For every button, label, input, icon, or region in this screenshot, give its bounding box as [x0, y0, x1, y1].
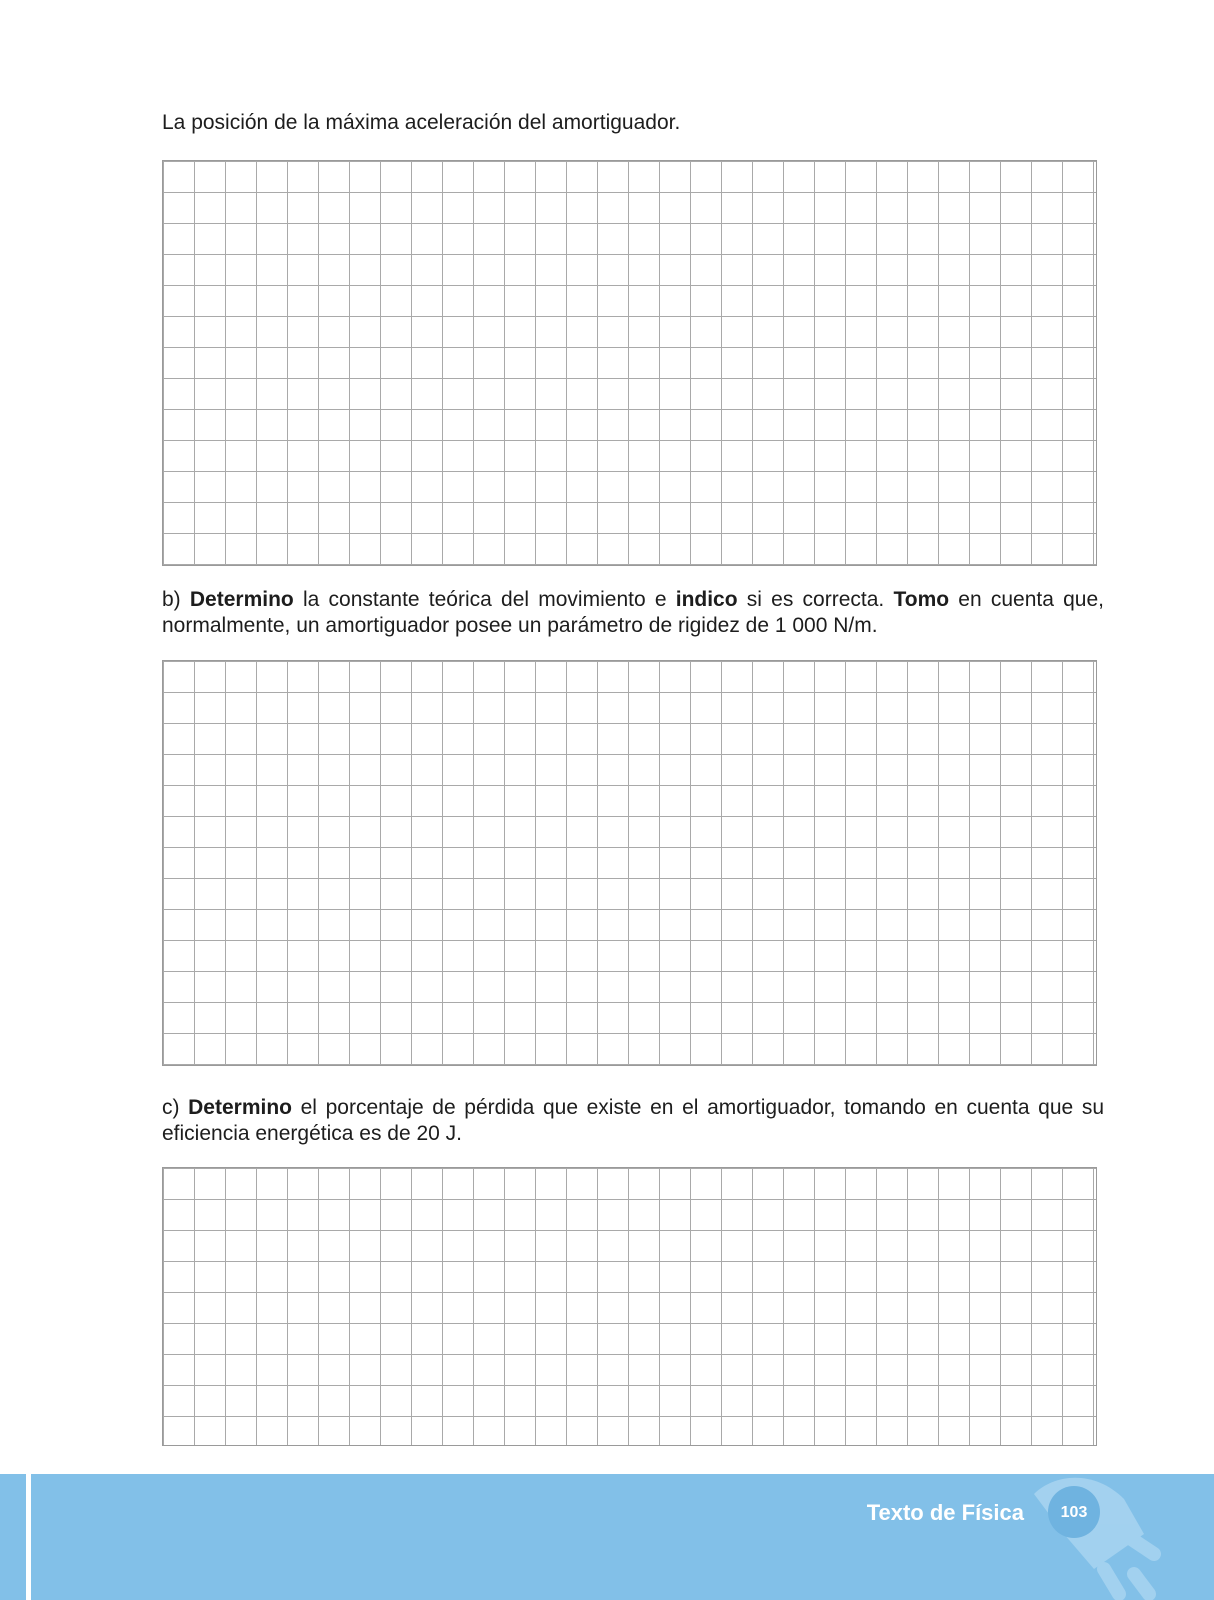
answer-grid-b[interactable] — [162, 660, 1097, 1066]
prompt-c-bold-determino: Determino — [188, 1096, 292, 1119]
prompt-b: b) Determino la constante teórica del movimiento e indico si es correcta. Tomo en cuenta que, normalmente, un amortiguador posee un parámetro de rigidez de 1 000 N/m. — [162, 588, 1104, 637]
page-number: 103 — [1060, 1504, 1088, 1521]
answer-grid-a[interactable] — [162, 160, 1097, 566]
prompt-b-bold-tomo: Tomo — [893, 588, 950, 611]
answer-grid-c[interactable] — [162, 1167, 1097, 1446]
footer-stripe — [26, 1474, 31, 1600]
footer-title: Texto de Física — [866, 1500, 1024, 1525]
prompt-c: c) Determino el porcentaje de pérdida que existe en el amortiguador, tomando en cuenta que su eficiencia energética es de 20 J. — [162, 1096, 1104, 1145]
prompt-b-bold-indico: indico — [675, 588, 738, 611]
prompt-b-bold-determino: Determino — [189, 588, 294, 611]
prompt-a-text: La posición de la máxima aceleración del amortiguador. — [162, 111, 681, 134]
page-footer — [0, 1474, 1214, 1600]
prompt-a — [162, 110, 1104, 136]
rocket-icon — [1024, 1474, 1214, 1600]
